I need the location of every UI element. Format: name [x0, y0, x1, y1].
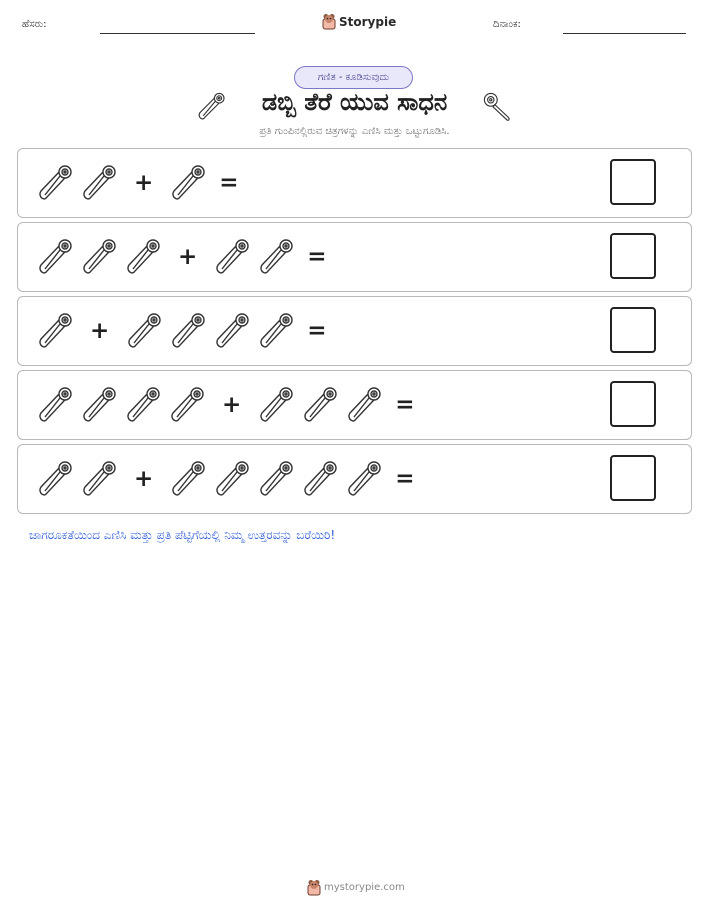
- can-opener-icon: [169, 163, 209, 203]
- title-row: [0, 86, 709, 122]
- answer-box-5[interactable]: [610, 455, 656, 501]
- storypie-mascot-icon: [322, 13, 336, 30]
- equals-sign: =: [219, 170, 239, 196]
- can-opener-icon: [80, 385, 120, 425]
- equals-sign: =: [395, 392, 415, 418]
- can-opener-icon: [213, 311, 253, 351]
- plus-sign: +: [222, 392, 242, 418]
- category-pill: ಗಣಿತ - ಕೂಡಿಸುವುದು: [294, 66, 413, 89]
- problem-row-4: [17, 370, 692, 440]
- name-label: ಹೆಸರು:: [22, 19, 47, 30]
- can-opener-icon: [257, 311, 297, 351]
- can-opener-icon: [80, 237, 120, 277]
- can-opener-icon: [124, 385, 164, 425]
- can-opener-icon: [36, 459, 76, 499]
- can-opener-icon: [169, 459, 209, 499]
- equals-sign: =: [395, 466, 415, 492]
- plus-sign: +: [134, 466, 154, 492]
- answer-box-4[interactable]: [610, 381, 656, 427]
- can-opener-icon: [36, 237, 76, 277]
- equals-sign: =: [307, 244, 327, 270]
- answer-box-3[interactable]: [610, 307, 656, 353]
- can-opener-icon: [213, 237, 253, 277]
- answer-box-1[interactable]: [610, 159, 656, 205]
- problem-row-1: [17, 148, 692, 218]
- date-label: ದಿನಾಂಕ:: [493, 19, 521, 30]
- answer-box-2[interactable]: [610, 233, 656, 279]
- problem-3-equation: [36, 311, 327, 351]
- can-opener-icon: [345, 385, 385, 425]
- can-opener-icon: [124, 237, 164, 277]
- problem-2-equation: [36, 237, 327, 277]
- can-opener-icon: [80, 459, 120, 499]
- problem-5-equation: [36, 459, 415, 499]
- can-opener-icon: [345, 459, 385, 499]
- can-opener-icon: [169, 311, 209, 351]
- storypie-mascot-icon: [307, 879, 321, 896]
- can-opener-icon: [36, 385, 76, 425]
- can-opener-icon: [125, 311, 165, 351]
- bottom-instruction: ಜಾಗರೂಕತೆಯಿಂದ ಎಣಿಸಿ ಮತ್ತು ಪ್ರತಿ ಪೆಟ್ಟಿಗೆಯಲ್ಲಿ ನಿಮ್ಮ ಉತ್ತರವನ್ನು ಬರೆಯಿರಿ!: [29, 528, 336, 542]
- problem-1-equation: [36, 163, 239, 203]
- problem-row-2: [17, 222, 692, 292]
- storypie-logo: [322, 13, 396, 30]
- can-opener-icon: [482, 91, 514, 123]
- plus-sign: +: [178, 244, 198, 270]
- date-field-line[interactable]: [563, 33, 686, 34]
- can-opener-icon: [80, 163, 120, 203]
- name-field-line[interactable]: [100, 33, 255, 34]
- plus-sign: +: [134, 170, 154, 196]
- can-opener-icon: [168, 385, 208, 425]
- can-opener-icon: [213, 459, 253, 499]
- can-opener-icon: [301, 459, 341, 499]
- can-opener-icon: [257, 385, 297, 425]
- problem-4-equation: [36, 385, 415, 425]
- instructions-subtitle: ಪ್ರತಿ ಗುಂಪಿನಲ್ಲಿರುವ ಚಿತ್ರಗಳನ್ನು ಎಣಿಸಿ ಮತ್ತು ಒಟ್ಟುಗೂಡಿಸಿ.: [259, 126, 450, 137]
- can-opener-icon: [36, 163, 76, 203]
- can-opener-icon: [257, 459, 297, 499]
- can-opener-icon: [257, 237, 297, 277]
- brand-name: Storypie: [339, 14, 397, 29]
- problem-row-5: [17, 444, 692, 514]
- can-opener-icon: [301, 385, 341, 425]
- plus-sign: +: [90, 318, 110, 344]
- can-opener-icon: [36, 311, 76, 351]
- footer-site[interactable]: mystorypie.com: [324, 882, 405, 893]
- footer: [307, 879, 405, 896]
- problem-row-3: [17, 296, 692, 366]
- equals-sign: =: [307, 318, 327, 344]
- page-title: ಡಬ್ಬಿ ತೆರೆ ಯುವ ಸಾಧನ: [261, 88, 448, 116]
